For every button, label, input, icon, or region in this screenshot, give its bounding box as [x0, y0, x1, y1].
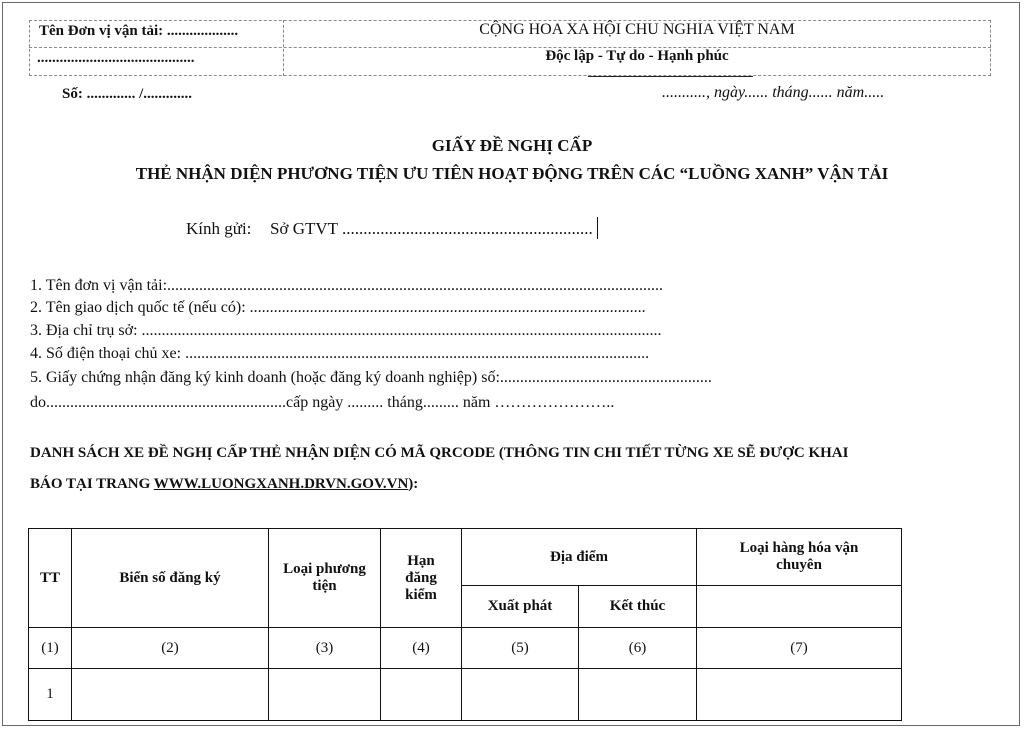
field-phone[interactable]: 4. Số điện thoại chủ xe: .................................................................................................................... [30, 345, 650, 362]
col-header-tt: TT [29, 529, 72, 628]
vehicle-type-cell[interactable] [269, 669, 381, 721]
col-header-location: Địa điểm [462, 529, 697, 586]
country-name: CỘNG HOA XA HỘI CHU NGHIA VIỆT NAM [479, 21, 795, 38]
document-date: ..........., ngày...... tháng...... năm..... [662, 84, 885, 101]
start-cell[interactable] [462, 669, 579, 721]
document-subtitle: THẺ NHẬN DIỆN PHƯƠNG TIỆN ƯU TIÊN HOẠT ĐỘNG TRÊN CÁC “LUỒNG XANH” VẬN TẢI [135, 164, 889, 183]
row-number-cell: 1 [29, 669, 72, 721]
col-header-vehicle-type: Loại phương tiện [269, 529, 381, 628]
index-cell: (1) [29, 628, 72, 669]
document-title: GIẤY ĐỀ NGHỊ CẤP [431, 136, 593, 155]
col-header-plate: Biển số đăng ký [72, 529, 269, 628]
col-header-inspection: Hạn đăng kiểm [381, 529, 462, 628]
goods-subheader-empty [697, 586, 902, 628]
transport-unit-dots: .......................................... [37, 50, 195, 66]
table-row [29, 669, 902, 721]
index-cell: (4) [381, 628, 462, 669]
index-cell: (6) [579, 628, 697, 669]
motto-underline [588, 76, 753, 77]
table-index-row [29, 628, 902, 669]
recipient-field[interactable]: Sở GTVT ........................................................... [270, 219, 593, 238]
plate-cell[interactable] [72, 669, 269, 721]
field-business-license[interactable]: 5. Giấy chứng nhận đăng ký kinh doanh (hoặc đăng ký doanh nghiệp) số:..................................................... [30, 369, 712, 386]
vehicle-list-heading: DANH SÁCH XE ĐỀ NGHỊ CẤP THẺ NHẬN DIỆN CÓ MÃ QRCODE (THÔNG TIN CHI TIẾT TỪNG XE SẼ ĐƯỢC KHAI [30, 445, 849, 461]
index-cell: (7) [697, 628, 902, 669]
col-header-goods: Loại hàng hóa vận chuyên [697, 529, 902, 586]
vehicle-table [28, 528, 902, 721]
end-cell[interactable] [579, 669, 697, 721]
recipient-label: Kính gửi: [186, 219, 252, 238]
index-cell: (2) [72, 628, 269, 669]
document-number: Số: ............. /............. [62, 86, 193, 102]
website-link[interactable]: WWW.LUONGXANH.DRVN.GOV.VN [153, 476, 409, 492]
col-header-start: Xuất phát [462, 586, 579, 628]
heading-prefix: BÁO TẠI TRANG [30, 476, 154, 492]
heading-suffix: ): [408, 476, 419, 492]
field-international-name[interactable]: 2. Tên giao dịch quốc tế (nếu có): ................................................................................................... [30, 299, 646, 316]
transport-unit-label: Tên Đơn vị vận tải: ................... [39, 23, 239, 39]
vehicle-list-heading-line2 [30, 476, 418, 493]
index-cell: (5) [462, 628, 579, 669]
field-license-issuer[interactable]: do............................................................cấp ngày ......... tháng......... năm ………………….. [30, 394, 615, 411]
index-cell: (3) [269, 628, 381, 669]
field-head-office[interactable]: 3. Địa chỉ trụ sở: .................................................................................................................................. [30, 322, 662, 339]
national-motto: Độc lập - Tự do - Hạnh phúc [545, 48, 729, 64]
text-cursor [597, 217, 598, 239]
col-header-end: Kết thúc [579, 586, 697, 628]
field-transport-unit[interactable]: 1. Tên đơn vị vận tải:............................................................................................................................ [30, 277, 664, 294]
goods-cell[interactable] [697, 669, 902, 721]
inspection-cell[interactable] [381, 669, 462, 721]
